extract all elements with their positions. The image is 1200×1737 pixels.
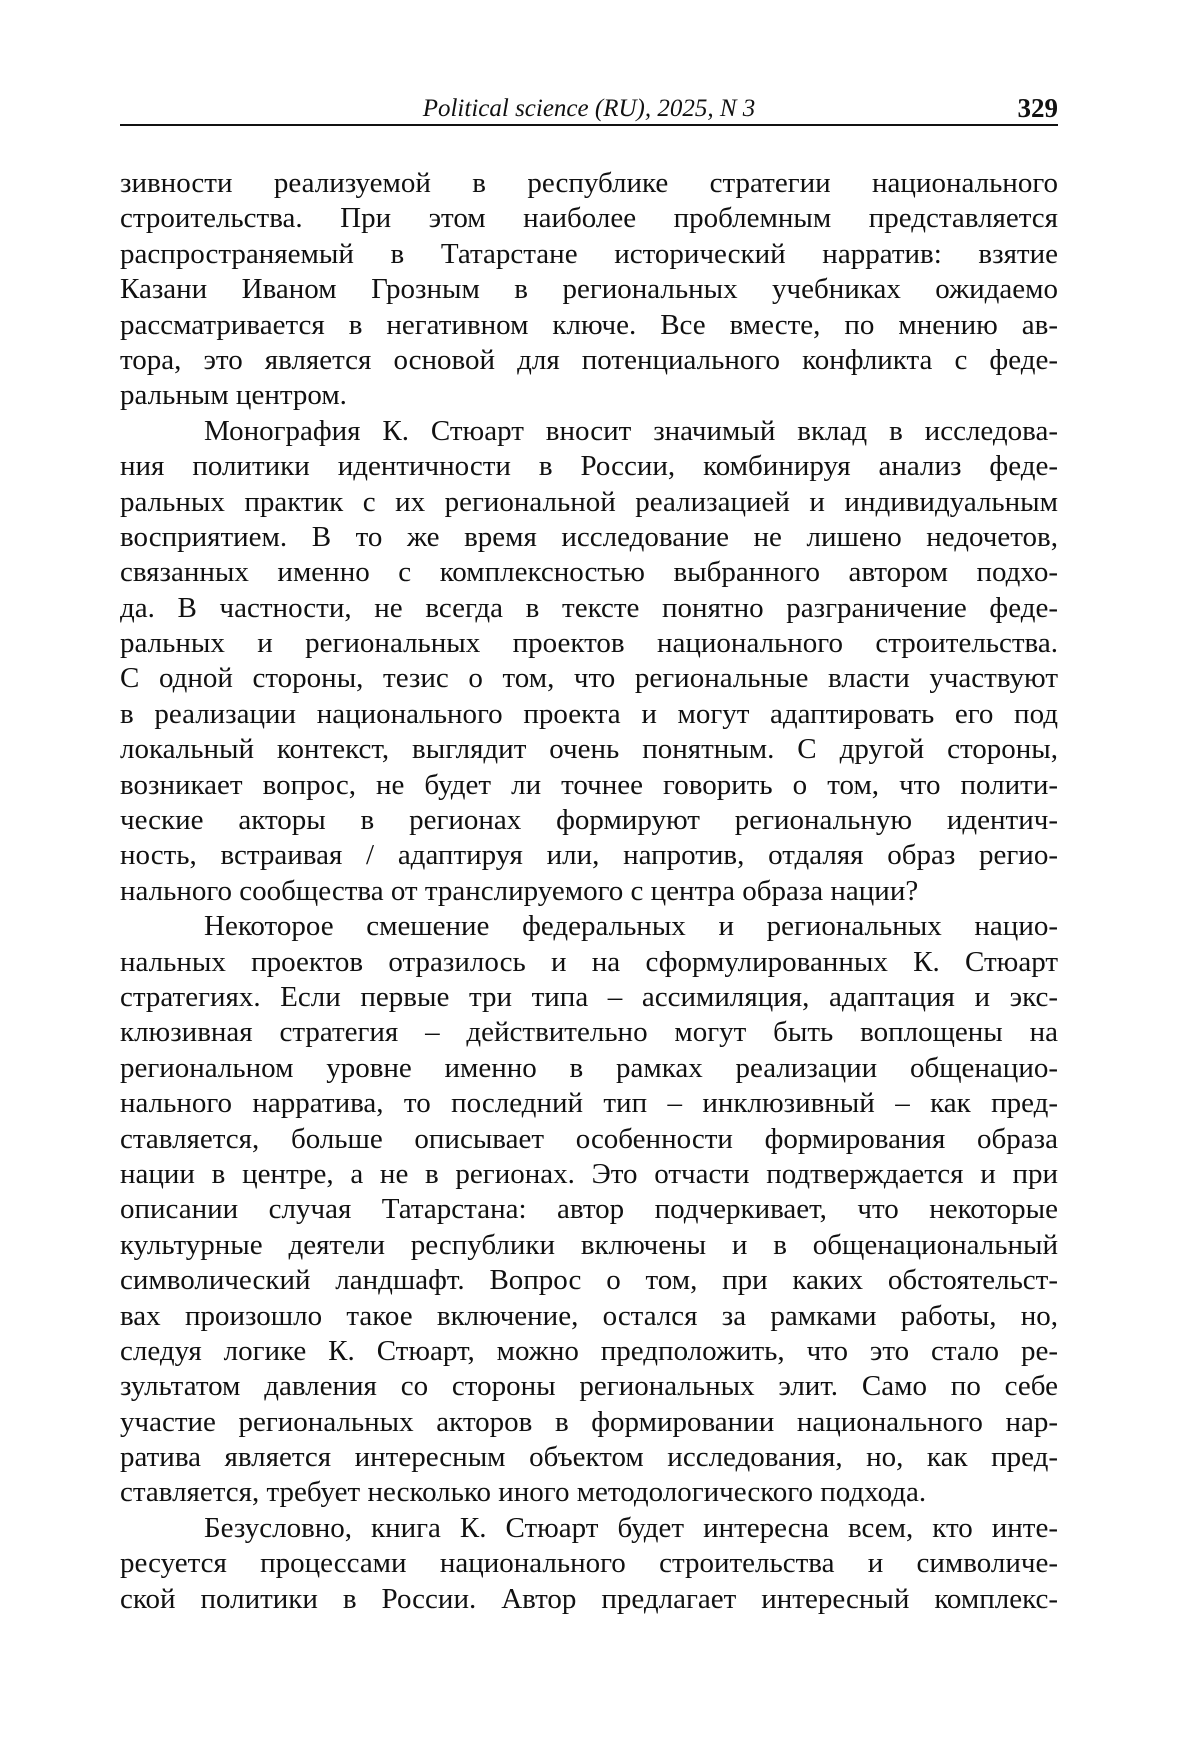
text-line: ставляется, требует несколько иного методологического подхода. (120, 1475, 1058, 1510)
text-line: стратегиях. Если первые три типа – ассимиляция, адаптация и экс- (120, 980, 1058, 1015)
paragraph (120, 414, 1058, 909)
text-line: зультатом давления со стороны региональных элит. Само по себе (120, 1369, 1058, 1404)
paragraph (120, 1511, 1058, 1617)
text-line: ральным центром. (120, 378, 1058, 413)
text-line: ческие акторы в регионах формируют региональную идентич- (120, 803, 1058, 838)
text-line: ность, встраивая / адаптируя или, напротив, отдаляя образ регио- (120, 838, 1058, 873)
text-line: рассматривается в негативном ключе. Все вместе, по мнению ав- (120, 308, 1058, 343)
text-line: символический ландшафт. Вопрос о том, при каких обстоятельст- (120, 1263, 1058, 1298)
text-line: локальный контекст, выглядит очень понятным. С другой стороны, (120, 732, 1058, 767)
text-line: Некоторое смешение федеральных и региональных нацио- (120, 909, 1058, 944)
text-line: возникает вопрос, не будет ли точнее говорить о том, что полити- (120, 768, 1058, 803)
text-line: ральных практик с их региональной реализацией и индивидуальным (120, 485, 1058, 520)
text-line: Монография К. Стюарт вносит значимый вклад в исследова- (120, 414, 1058, 449)
page-number: 329 (1018, 94, 1059, 122)
text-line: ставляется, больше описывает особенности формирования образа (120, 1122, 1058, 1157)
text-line: распространяемый в Татарстане исторический нарратив: взятие (120, 237, 1058, 272)
journal-title: Political science (RU), 2025, N 3 (120, 96, 1058, 122)
text-line: вах произошло такое включение, остался за рамками работы, но, (120, 1299, 1058, 1334)
text-line: ской политики в России. Автор предлагает интересный комплекс- (120, 1582, 1058, 1617)
text-line: следуя логике К. Стюарт, можно предположить, что это стало ре- (120, 1334, 1058, 1369)
text-line: нальных проектов отразилось и на сформулированных К. Стюарт (120, 945, 1058, 980)
text-line: Безусловно, книга К. Стюарт будет интересна всем, кто инте- (120, 1511, 1058, 1546)
text-line: ресуется процессами национального строительства и символиче- (120, 1546, 1058, 1581)
text-line: зивности реализуемой в республике стратегии национального (120, 166, 1058, 201)
document-page (0, 0, 1200, 1737)
text-line: ния политики идентичности в России, комбинируя анализ феде- (120, 449, 1058, 484)
paragraph (120, 909, 1058, 1511)
article-body (120, 166, 1058, 1617)
text-line: ральных и региональных проектов национального строительства. (120, 626, 1058, 661)
text-line: региональном уровне именно в рамках реализации общенацио- (120, 1051, 1058, 1086)
text-line: восприятием. В то же время исследование не лишено недочетов, (120, 520, 1058, 555)
running-header (120, 92, 1058, 126)
text-line: нального сообщества от транслируемого с центра образа нации? (120, 874, 1058, 909)
text-line: нации в центре, а не в регионах. Это отчасти подтверждается и при (120, 1157, 1058, 1192)
text-line: Казани Иваном Грозным в региональных учебниках ожидаемо (120, 272, 1058, 307)
text-line: клюзивная стратегия – действительно могут быть воплощены на (120, 1015, 1058, 1050)
text-line: строительства. При этом наиболее проблемным представляется (120, 201, 1058, 236)
text-line: участие региональных акторов в формировании национального нар- (120, 1405, 1058, 1440)
text-line: связанных именно с комплексностью выбранного автором подхо- (120, 555, 1058, 590)
text-line: ратива является интересным объектом исследования, но, как пред- (120, 1440, 1058, 1475)
text-line: в реализации национального проекта и могут адаптировать его под (120, 697, 1058, 732)
text-line: да. В частности, не всегда в тексте понятно разграничение феде- (120, 591, 1058, 626)
text-line: культурные деятели республики включены и в общенациональный (120, 1228, 1058, 1263)
text-line: С одной стороны, тезис о том, что региональные власти участвуют (120, 661, 1058, 696)
paragraph (120, 166, 1058, 414)
text-line: нального нарратива, то последний тип – инклюзивный – как пред- (120, 1086, 1058, 1121)
text-line: тора, это является основой для потенциального конфликта с феде- (120, 343, 1058, 378)
text-line: описании случая Татарстана: автор подчеркивает, что некоторые (120, 1192, 1058, 1227)
